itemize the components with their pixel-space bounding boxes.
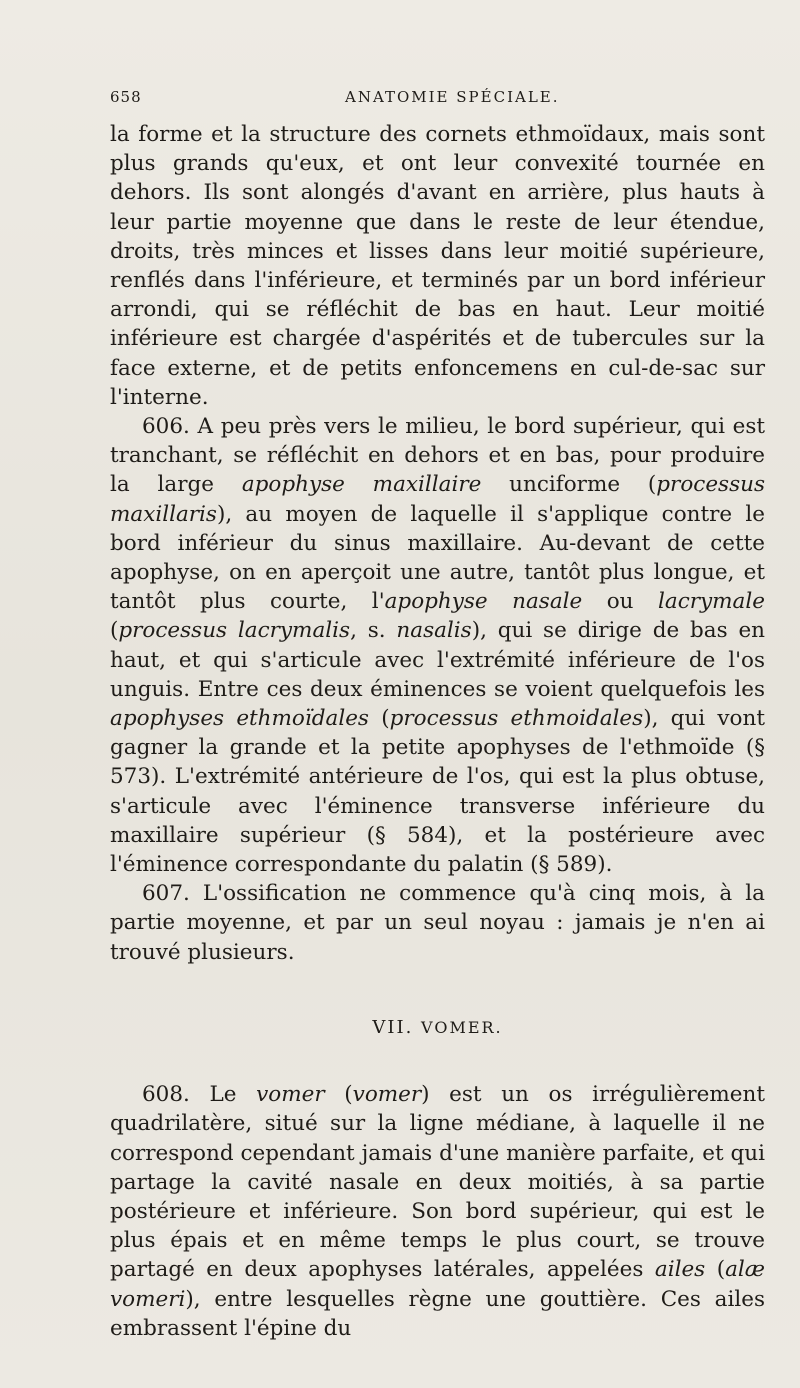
text-run: ( [705,1257,726,1283]
section-title: VOMER. [421,1017,503,1037]
italic-term: processus lacrymalis [118,618,351,644]
text-run: ), qui se dirige de bas en haut, et qui s'articule avec l'extrémité inférieure de l'os unguis. Entre ces deux éminences se voient quelquefois les [110,618,766,702]
text-run: ), qui vont gagner la grande et la petite apophyses de l'ethmoïde (§ 573). L'extrémité antérieure de l'os, qui est la plus obtuse, s'articule avec l'éminence transverse inférieure du maxillaire supérieur (§ 584), et la postérieure avec l'éminence correspondante du palatin (§ 589). [110,706,765,878]
section-numeral: VII. [372,1016,414,1038]
italic-term: vomer [256,1082,325,1108]
italic-term: nasalis [396,618,472,644]
paragraphs-before [110,120,765,967]
italic-term: apophyses ethmoïdales [110,706,369,732]
paragraphs-after [110,1080,765,1343]
paragraph [110,1080,765,1343]
text-run: ou [582,589,659,615]
section-heading [110,1013,765,1042]
body-text [110,120,765,1343]
paragraph [110,879,765,967]
text-run: ( [324,1082,353,1108]
text-run: la forme et la structure des cornets ethmoïdaux, mais sont plus grands qu'eux, et ont leur convexité tournée en dehors. Ils sont alongés d'avant en arrière, plus hauts à leur partie moyenne que dans le reste de leur étendue, droits, très minces et lisses dans leur moitié supérieure, renflés dans l'inférieure, et terminés par un bord inférieur arrondi, qui se réfléchit de bas en haut. Leur moitié inférieure est chargée d'aspérités et de tubercules sur la face externe, et de petits enfoncemens en cul-de-sac sur l'interne. [110,122,765,410]
italic-term: processus ethmoidales [389,706,644,732]
text-run: 608. Le [142,1082,257,1108]
text-run: ) est un os irrégulièrement quadrilatère, situé sur la ligne médiane, à laquelle il ne correspond cependant jamais d'une manière parfaite, et qui partage la cavité nasale en deux moitiés, à sa partie postérieure et inférieure. Son bord supérieur, qui est le plus épais et en même temps le plus court, se trouve partagé en deux apophyses latérales, appelées [110,1082,765,1283]
italic-term: apophyse nasale [384,589,583,615]
page-number: 658 [110,88,142,106]
text-run: 607. L'ossification ne commence qu'à cinq mois, à la partie moyenne, et par un seul noyau : jamais je n'en ai trouvé plusieurs. [110,881,765,965]
paragraph [110,412,765,879]
italic-term: lacrymale [658,589,765,615]
text-run: , s. [350,618,397,644]
text-run: ( [110,618,119,644]
italic-term: vomer [352,1082,422,1108]
italic-term: processus maxillaris [110,472,765,527]
paragraph [110,120,765,412]
text-run: ), entre lesquelles règne une gouttière. Ces ailes embrassent l'épine du [110,1286,765,1341]
text-run: unciforme ( [481,472,657,498]
text-run: ), au moyen de laquelle il s'applique contre le bord inférieur du sinus maxillaire. Au-devant de cette apophyse, on en aperçoit une autre, tantôt plus longue, et tantôt plus courte, l' [110,501,765,615]
text-run: ( [368,706,390,732]
italic-term: apophyse maxillaire [241,472,482,498]
italic-term: ailes [654,1257,706,1283]
italic-term: alæ vomeri [110,1257,765,1312]
running-title: ANATOMIE SPÉCIALE. [345,88,560,106]
text-run: 606. A peu près vers le milieu, le bord supérieur, qui est tranchant, se réfléchit en dehors et en bas, pour produire la large [110,414,765,498]
